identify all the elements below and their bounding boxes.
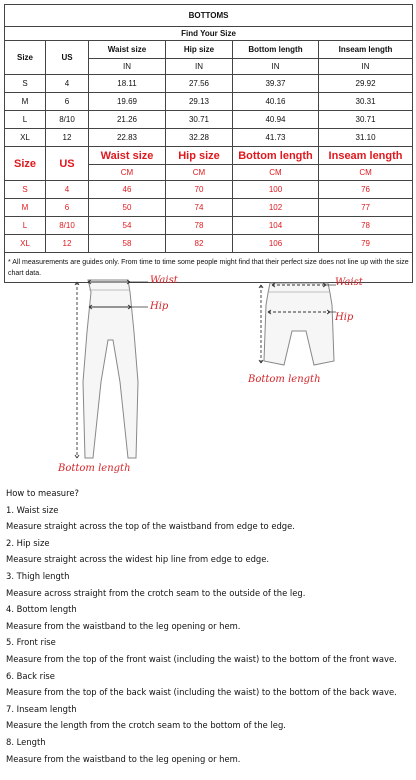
guide-line: Measure from the top of the back waist (including the waist) to the bottom of the back wave.	[6, 687, 397, 698]
cell: 78	[319, 217, 413, 235]
header-size-cm: Size	[5, 147, 46, 181]
cell: 82	[166, 235, 233, 253]
leggings-bottom-length-label: Bottom length	[58, 463, 131, 474]
shorts-outline	[264, 283, 334, 365]
guide-line: 2. Hip size	[6, 537, 50, 548]
cell: 18.11	[89, 75, 166, 93]
cell: 27.56	[166, 75, 233, 93]
cell: 4	[46, 181, 89, 199]
guide-line: Measure the length from the crotch seam to the bottom of the leg.	[6, 720, 286, 731]
disclaimer-note: * All measurements are guides only. From time to time some people might find that their perfect size does not line up with the size chart data.	[5, 253, 413, 283]
cell: 100	[233, 181, 319, 199]
table-row	[5, 75, 413, 93]
cell: 12	[46, 129, 89, 147]
table-row	[5, 181, 413, 199]
guide-line: 1. Waist size	[6, 504, 59, 515]
cell: XL	[5, 235, 46, 253]
cell: 22.83	[89, 129, 166, 147]
guide-line: 7. Inseam length	[6, 703, 77, 714]
unit-cell: CM	[233, 165, 319, 181]
header-size: Size	[5, 41, 46, 75]
guide-line: 5. Front rise	[6, 637, 56, 648]
leggings-diagram	[50, 272, 200, 478]
cell: L	[5, 111, 46, 129]
unit-cell: CM	[319, 165, 413, 181]
cell: 40.94	[233, 111, 319, 129]
header-bottom-length: Bottom length	[233, 41, 319, 59]
unit-cell: IN	[233, 59, 319, 75]
header-us-cm: US	[46, 147, 89, 181]
guide-line: Measure straight across the widest hip line from edge to edge.	[6, 554, 270, 565]
guide-line: Measure straight across the top of the waistband from edge to edge.	[6, 521, 295, 532]
how-to-measure-guide	[6, 485, 412, 767]
cell: L	[5, 217, 46, 235]
cell: 4	[46, 75, 89, 93]
leggings-hip-label: Hip	[150, 301, 169, 312]
cell: 54	[89, 217, 166, 235]
table-row	[5, 111, 413, 129]
cell: 30.31	[319, 93, 413, 111]
cell: 31.10	[319, 129, 413, 147]
cell: 30.71	[166, 111, 233, 129]
table-row	[5, 93, 413, 111]
cell: S	[5, 75, 46, 93]
guide-line: 4. Bottom length	[6, 604, 77, 615]
guide-heading: How to measure?	[6, 488, 79, 498]
cell: 40.16	[233, 93, 319, 111]
cell: 76	[319, 181, 413, 199]
cell: 78	[166, 217, 233, 235]
shorts-bottom-length-label: Bottom length	[248, 374, 321, 385]
cell: S	[5, 181, 46, 199]
cell: 39.37	[233, 75, 319, 93]
cell: 29.92	[319, 75, 413, 93]
cell: 58	[89, 235, 166, 253]
unit-cell: IN	[319, 59, 413, 75]
header-waist: Waist size	[89, 41, 166, 59]
cell: 30.71	[319, 111, 413, 129]
table-title: BOTTOMS	[5, 5, 413, 27]
cell: 104	[233, 217, 319, 235]
cell: 74	[166, 199, 233, 217]
guide-line: 8. Length	[6, 736, 46, 747]
cell: 79	[319, 235, 413, 253]
unit-cell: IN	[166, 59, 233, 75]
table-row	[5, 129, 413, 147]
guide-line: 6. Back rise	[6, 670, 55, 681]
shorts-hip-label: Hip	[335, 312, 354, 323]
cell: XL	[5, 129, 46, 147]
header-waist-cm: Waist size	[89, 147, 166, 165]
cell: 6	[46, 93, 89, 111]
leggings-waist-label: Waist	[150, 275, 178, 286]
cell: 70	[166, 181, 233, 199]
table-subtitle: Find Your Size	[5, 27, 413, 41]
table-row	[5, 199, 413, 217]
cell: 29.13	[166, 93, 233, 111]
cell: M	[5, 93, 46, 111]
guide-line: Measure from the waistband to the leg opening or hem.	[6, 753, 241, 764]
header-inseam-cm: Inseam length	[319, 147, 413, 165]
size-chart-table	[4, 4, 413, 283]
cell: 8/10	[46, 217, 89, 235]
cell: 21.26	[89, 111, 166, 129]
guide-line: 3. Thigh length	[6, 570, 70, 581]
header-bottom-length-cm: Bottom length	[233, 147, 319, 165]
header-us: US	[46, 41, 89, 75]
guide-line: Measure from the waistband to the leg opening or hem.	[6, 620, 241, 631]
cell: 12	[46, 235, 89, 253]
guide-line: Measure across straight from the crotch seam to the outside of the leg.	[6, 587, 306, 598]
cell: M	[5, 199, 46, 217]
unit-cell: IN	[89, 59, 166, 75]
cell: 106	[233, 235, 319, 253]
cell: 19.69	[89, 93, 166, 111]
cell: 50	[89, 199, 166, 217]
shorts-diagram	[258, 275, 368, 375]
header-inseam: Inseam length	[319, 41, 413, 59]
unit-cell: CM	[166, 165, 233, 181]
shorts-waist-label: Waist	[335, 277, 363, 288]
cell: 32.28	[166, 129, 233, 147]
cell: 46	[89, 181, 166, 199]
header-hip-cm: Hip size	[166, 147, 233, 165]
cell: 8/10	[46, 111, 89, 129]
unit-cell: CM	[89, 165, 166, 181]
cell: 6	[46, 199, 89, 217]
table-row	[5, 235, 413, 253]
header-hip: Hip size	[166, 41, 233, 59]
table-row	[5, 217, 413, 235]
cell: 77	[319, 199, 413, 217]
cell: 41.73	[233, 129, 319, 147]
guide-line: Measure from the top of the front waist (including the waist) to the bottom of the front wave.	[6, 653, 397, 664]
cell: 102	[233, 199, 319, 217]
